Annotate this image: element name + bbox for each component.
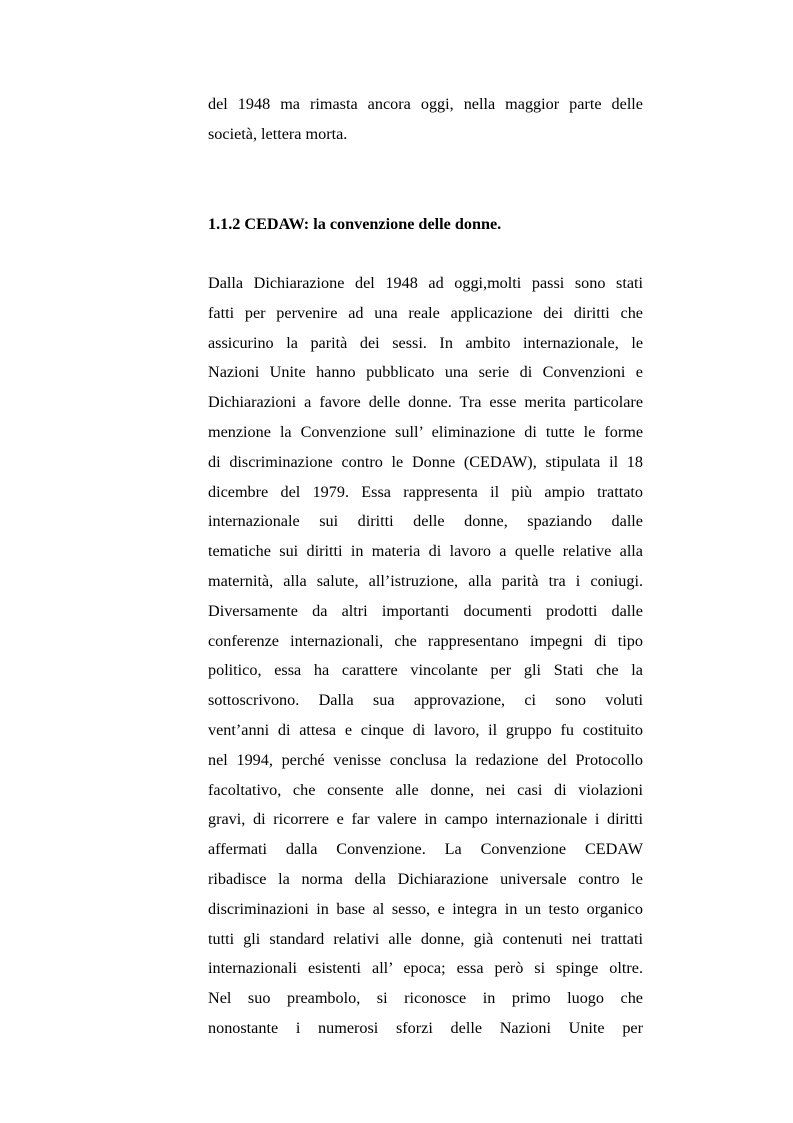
text-line: ribadisce la norma della Dichiarazione universale contro le bbox=[208, 869, 643, 888]
text-line: internazionali esistenti all’ epoca; essa però si spinge oltre. bbox=[208, 959, 643, 978]
text-line: facoltativo, che consente alle donne, nei casi di violazioni bbox=[208, 780, 643, 799]
text-line: vent’anni di attesa e cinque di lavoro, il gruppo fu costituito bbox=[208, 720, 643, 739]
text-line: nonostante i numerosi sforzi delle Nazioni Unite per bbox=[208, 1018, 643, 1037]
text-line: Nel suo preambolo, si riconosce in primo luogo che bbox=[208, 989, 643, 1008]
text-line: fatti per pervenire ad una reale applicazione dei diritti che bbox=[208, 303, 643, 322]
text-line: del 1948 ma rimasta ancora oggi, nella maggior parte delle bbox=[208, 95, 643, 113]
text-line: internazionale sui diritti delle donne, spaziando dalle bbox=[208, 512, 643, 531]
text-line: Dichiarazioni a favore delle donne. Tra esse merita particolare bbox=[208, 393, 643, 412]
text-line: menzione la Convenzione sull’ eliminazione di tutte le forme bbox=[208, 422, 643, 441]
text-line: di discriminazione contro le Donne (CEDAW), stipulata il 18 bbox=[208, 452, 643, 471]
text-line: maternità, alla salute, all’istruzione, alla parità tra i coniugi. bbox=[208, 571, 643, 590]
body-paragraph bbox=[208, 269, 643, 1044]
text-line: discriminazioni in base al sesso, e integra in un testo organico bbox=[208, 899, 643, 918]
text-line: assicurino la parità dei sessi. In ambito internazionale, le bbox=[208, 333, 643, 352]
section-heading: 1.1.2 CEDAW: la convenzione delle donne. bbox=[208, 215, 502, 233]
text-line: gravi, di ricorrere e far valere in campo internazionale i diritti bbox=[208, 810, 643, 829]
text-line: Nazioni Unite hanno pubblicato una serie di Convenzioni e bbox=[208, 363, 643, 382]
text-line: dicembre del 1979. Essa rappresenta il più ampio trattato bbox=[208, 482, 643, 501]
text-line: politico, essa ha carattere vincolante per gli Stati che la bbox=[208, 661, 643, 680]
text-line: tutti gli standard relativi alle donne, già contenuti nei trattati bbox=[208, 929, 643, 948]
intro-paragraph bbox=[208, 90, 643, 150]
text-line: tematiche sui diritti in materia di lavoro a quelle relative alla bbox=[208, 542, 643, 561]
text-line: conferenze internazionali, che rappresentano impegni di tipo bbox=[208, 631, 643, 650]
text-line: Diversamente da altri importanti documenti prodotti dalle bbox=[208, 601, 643, 620]
text-line: sottoscrivono. Dalla sua approvazione, ci sono voluti bbox=[208, 691, 643, 710]
text-line: Dalla Dichiarazione del 1948 ad oggi,molti passi sono stati bbox=[208, 274, 643, 292]
text-line: nel 1994, perché venisse conclusa la redazione del Protocollo bbox=[208, 750, 643, 769]
text-line: società, lettera morta. bbox=[208, 124, 348, 143]
text-line: affermati dalla Convenzione. La Convenzione CEDAW bbox=[208, 840, 643, 859]
